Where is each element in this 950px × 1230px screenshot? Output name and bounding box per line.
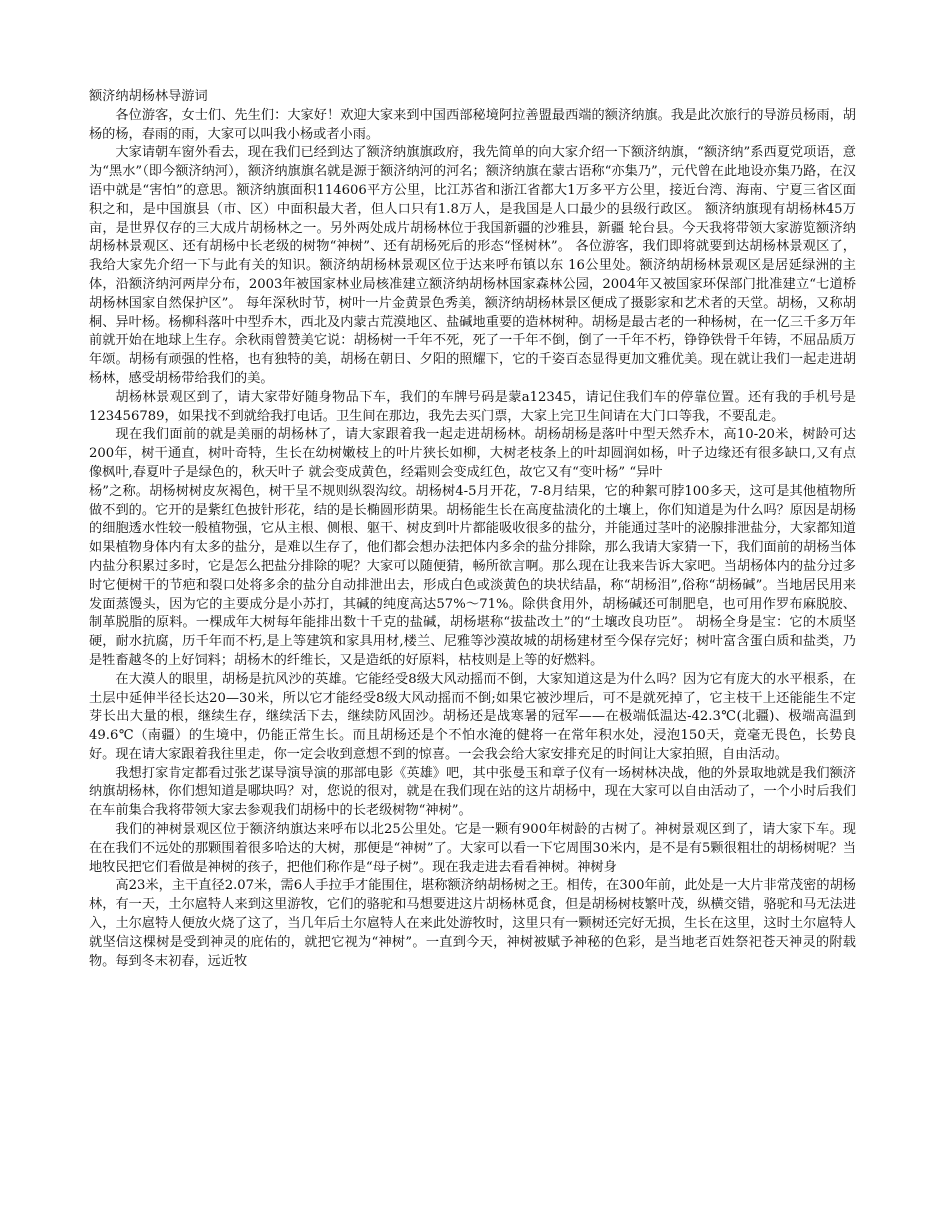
paragraph-hero-movie: 我想打家肯定都看过张艺谋导演导演的那部电影《英雄》吧，其中张曼玉和章子仪有一场树林决战，他的外景取地就是我们额济纳旗胡杨林，你们想知道是哪块吗？对，您说的很对，就是在我们现在站的这片胡杨中，现在大家可以自由活动了，一个小时后我们在车前集合我将带领大家去参观我们胡杨中的长老级树物“神树”。 xyxy=(89,765,856,819)
paragraph-sacred-tree-legend: 高23米，主干直径2.07米，需6人手拉手才能围住，堪称额济纳胡杨树之王。相传，在300年前，此处是一大片非常茂密的胡杨林，有一天，土尔扈特人来到这里游牧，它们的骆驼和马想要进这片胡杨林觅食，但是胡杨树枝繁叶茂，纵横交错，骆驼和马无法进入，土尔扈特人便放火烧了这了，当几年后土尔扈特人在来此处游牧时，这里只有一颗树还完好无损，生长在这里，这时土尔扈特人就坚信这棵树是受到神灵的庇佑的，就把它视为“神树”。一直到今天，神树被赋予神秘的色彩，是当地老百姓祭祀苍天神灵的附载物。每到冬末初春，远近牧 xyxy=(89,878,856,969)
paragraph-sacred-tree: 我们的神树景观区位于额济纳旗达来呼布以北25公里处。它是一颗有900年树龄的古树了。神树景观区到了，请大家下车。现在在我们不远处的那颗围着很多哈达的大树，那便是“神树”了。大家可以看一下它周围30米内，是不是有5颗很粗壮的胡杨树呢？当地牧民把它们看做是神树的孩子，把他们称作是“母子树”。现在我走进去看看神树。神树身 xyxy=(89,822,856,875)
document-title: 额济纳胡杨林导游词 xyxy=(89,89,208,104)
paragraph-wind-hero: 在大漠人的眼里，胡杨是抗风沙的英雄。它能经受8级大风动摇而不倒，大家知道这是为什么吗？因为它有庞大的水平根系，在土层中延伸半径长达20—30米，所以它才能经受8级大风动摇而不倒;如果它被沙埋后，可不是就死掉了，它主枝干上还能能生不定芽长出大量的根，继续生存，继续活下去，继续防风固沙。胡杨还是战寒暑的冠军——在极端低温达-42.3℃(北疆)、极端高温到49.6℃（南疆）的生境中，仍能正常生长。而且胡杨还是个不怕水淹的健将一在常年积水处，浸泡150天，竟毫无畏色，长势良好。现在请大家跟着我往里走，你一定会收到意想不到的惊喜。一会我会给大家安排充足的时间让大家拍照，自由活动。 xyxy=(89,671,856,762)
paragraph-greeting: 各位游客，女士们、先生们：大家好！欢迎大家来到中国西部秘境阿拉善盟最西端的额济纳旗。我是此次旅行的导游员杨雨，胡杨的杨，春雨的雨，大家可以叫我小杨或者小雨。 xyxy=(89,107,856,142)
paragraph-arrival: 胡杨林景观区到了，请大家带好随身物品下车，我们的车牌号码是蒙a12345，请记住我们车的停靠位置。还有我的手机号是123456789，如果找不到就给我打电话。卫生间在那边，我先去买门票，大家上完卫生间请在大门口等我，不要乱走。 xyxy=(89,389,856,424)
paragraph-populus-intro: 现在我们面前的就是美丽的胡杨林了，请大家跟着我一起走进胡杨林。胡杨胡杨是落叶中型天然乔木，高10-20米，树龄可达200年，树干通直，树叶奇特，生长在幼树嫩枝上的叶片狭长如柳，大树老枝条上的叶却圆润如杨，叶子边缘还有很多缺口,又有点像枫叶,春夏叶子是绿色的，秋天叶子 就会变成黄色，经霜则会变成红色，故它又有“变叶杨” “异叶 xyxy=(89,427,856,480)
paragraph-populus-salt: 杨”之称。胡杨树树皮灰褐色，树干呈不规则纵裂沟纹。胡杨树4-5月开花，7-8月结果，它的种絮可脖100多天，这可是其他植物所做不到的。它开的是紫红色披针形花，结的是长椭圆形荫果。胡杨能生长在高度盐渍化的土壤上，你们知道是为什么吗？原因是胡杨的细胞透水性较一般植物强，它从主根、侧根、躯干、树皮到叶片都能吸收很多的盐分，并能通过茎叶的泌腺排泄盐分，大家都知道如果植物身体内有太多的盐分，是难以生存了，他们都会想办法把体内多余的盐分排除，那么我请大家猜一下，我们面前的胡杨当体内盐分积累过多时，它是怎么把盐分排除的呢？大家可以随便猜，畅所欲言啊。那么现在让我来告诉大家吧。当胡杨体内的盐分过多时它便树干的节疤和裂口处将多余的盐分自动排泄出去，形成白色或淡黄色的块状结晶，称“胡杨泪”,俗称“胡杨碱”。当地居民用来发面蒸馒头，因为它的主要成分是小苏打，其碱的纯度高达57%～71%。除供食用外，胡杨碱还可制肥皂，也可用作罗布麻脱胶、制革脱脂的原料。一棵成年大树每年能排出数十千克的盐碱，胡杨堪称“拔盐改土”的“土壤改良功臣”。 胡杨全身是宝：它的木质坚硬，耐水抗腐，历千年而不朽,是上等建筑和家具用材,楼兰、尼雅等沙漠故城的胡杨建材至今保存完好；树叶富含蛋白质和盐类，乃是牲畜越冬的上好饲料；胡杨木的纤维长，又是造纸的好原料，枯枝则是上等的好燃料。 xyxy=(89,483,856,668)
paragraph-ejina-intro: 大家请朝车窗外看去，现在我们已经到达了额济纳旗旗政府，我先简单的向大家介绍一下额济纳旗，“额济纳”系西夏党项语，意为“黑水”（即今额济纳河），额济纳旗旗名就是源于额济纳河的河名；额济纳旗在蒙古语称“亦集乃”，元代曾在此地设亦集乃路，在汉语中就是“害怕”的意思。额济纳旗面积114606平方公里，比江苏省和浙江省都大1万多平方公里，接近台湾、海南、宁夏三省区面积之和，是中国旗县（市、区）中面积最大者，但人口只有1.8万人，是我国是人口最少的县级行政区。 额济纳旗现有胡杨林45万亩，是世界仅存的三大成片胡杨林之一。另外两处成片胡杨林位于我国新疆的沙雅县，新疆 轮台县。今天我将带领大家游览额济纳胡杨林景观区、还有胡杨中长老级的树物“神树”、还有胡杨死后的形态“怪树林”。 各位游客，我们即将就要到达胡杨林景观区了，我给大家先介绍一下与此有关的知识。额济纳胡杨林景观区位于达来呼布镇以东 16公里处。额济纳胡杨林景观区是居延绿洲的主体，沿额济纳河两岸分布，2003年被国家林业局核准建立额济纳胡杨林国家森林公园，2004年又被国家环保部门批准建立“七道桥胡杨林国家自然保护区”。 每年深秋时节，树叶一片金黄景色秀美，额济纳胡杨林景区便成了摄影家和艺术者的天堂。胡杨，又称胡桐、异叶杨。杨柳科落叶中型乔木，西北及内蒙古荒漠地区、盐碱地重要的造林树种。胡杨是最古老的一种杨树，在一亿三千多万年前就开始在地球上生存。余秋雨曾赞美它说：胡杨树一千年不死，死了一千年不倒，倒了一千年不朽，铮铮铁骨千年铸，不屈品质万年颂。胡杨有顽强的性格，也有独特的美，胡杨在朝日、夕阳的照耀下，它的千姿百态显得更加文雅优美。现在就让我们一起走进胡杨林，感受胡杨带给我们的美。 xyxy=(89,145,857,386)
